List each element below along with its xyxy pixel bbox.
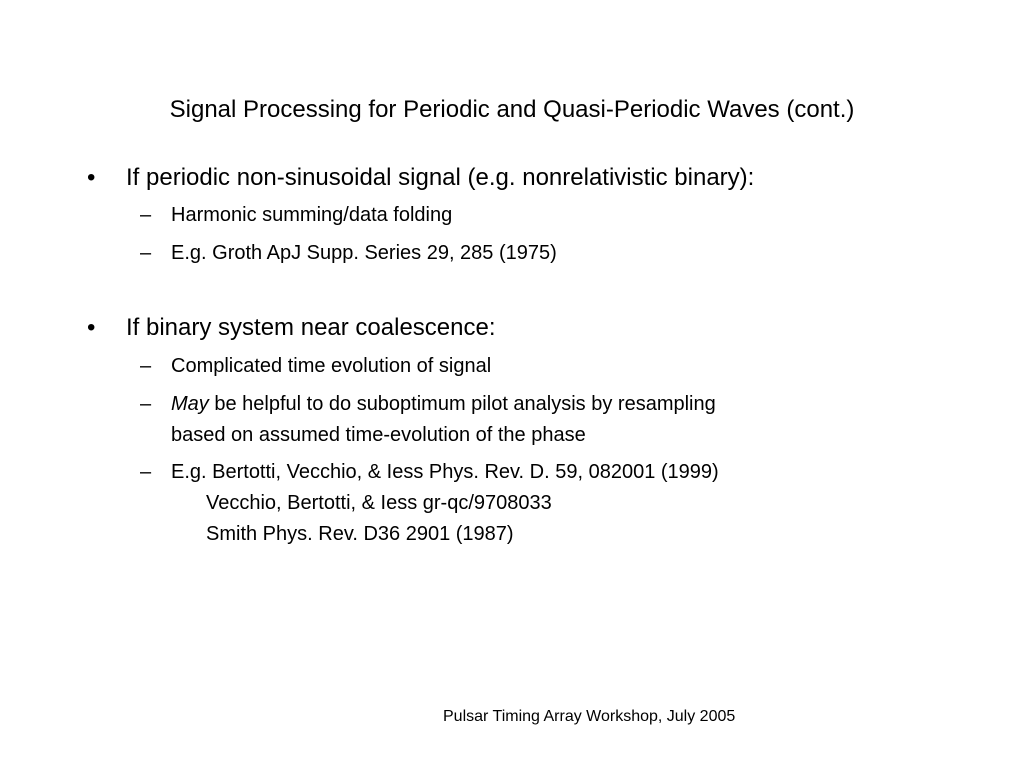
bullet-text: If periodic non-sinusoidal signal (e.g. nonrelativistic binary): <box>126 164 755 191</box>
dash-icon: – <box>140 242 152 264</box>
dash-icon: – <box>140 393 152 415</box>
sub-item-text <box>171 391 716 417</box>
sub-item-continuation <box>0 422 1024 448</box>
sub-item <box>0 353 1024 379</box>
sub-item-text-rest: be helpful to do suboptimum pilot analysis by resampling <box>208 393 716 415</box>
reference-line <box>0 490 1024 516</box>
sub-item-may <box>0 391 1024 417</box>
bullet-item-coalescence <box>0 313 1024 343</box>
bullet-item-periodic <box>0 163 1024 193</box>
dash-icon: – <box>140 204 152 226</box>
sub-item <box>0 202 1024 228</box>
reference-text: Smith Phys. Rev. D36 2901 (1987) <box>206 523 514 545</box>
sub-item-text: Harmonic summing/data folding <box>171 204 453 226</box>
bullet-text: If binary system near coalescence: <box>126 314 496 341</box>
reference-text: Vecchio, Bertotti, & Iess gr-qc/9708033 <box>206 492 552 514</box>
emphasis-text: May <box>171 393 209 415</box>
sub-item-refs <box>0 459 1024 485</box>
bullet-icon: • <box>87 314 96 341</box>
slide-title: Signal Processing for Periodic and Quasi-Periodic Waves (cont.) <box>169 96 855 123</box>
reference-line <box>0 521 1024 547</box>
dash-icon: – <box>140 461 152 483</box>
reference-text: E.g. Bertotti, Vecchio, & Iess Phys. Rev. D. 59, 082001 (1999) <box>171 461 719 483</box>
bullet-icon: • <box>87 164 96 191</box>
sub-item-text: E.g. Groth ApJ Supp. Series 29, 285 (1975) <box>171 242 557 264</box>
slide-footer: Pulsar Timing Array Workshop, July 2005 <box>443 708 736 725</box>
sub-item-text: Complicated time evolution of signal <box>171 355 492 377</box>
sub-item-text: based on assumed time-evolution of the phase <box>171 424 586 446</box>
dash-icon: – <box>140 355 152 377</box>
sub-item <box>0 240 1024 266</box>
